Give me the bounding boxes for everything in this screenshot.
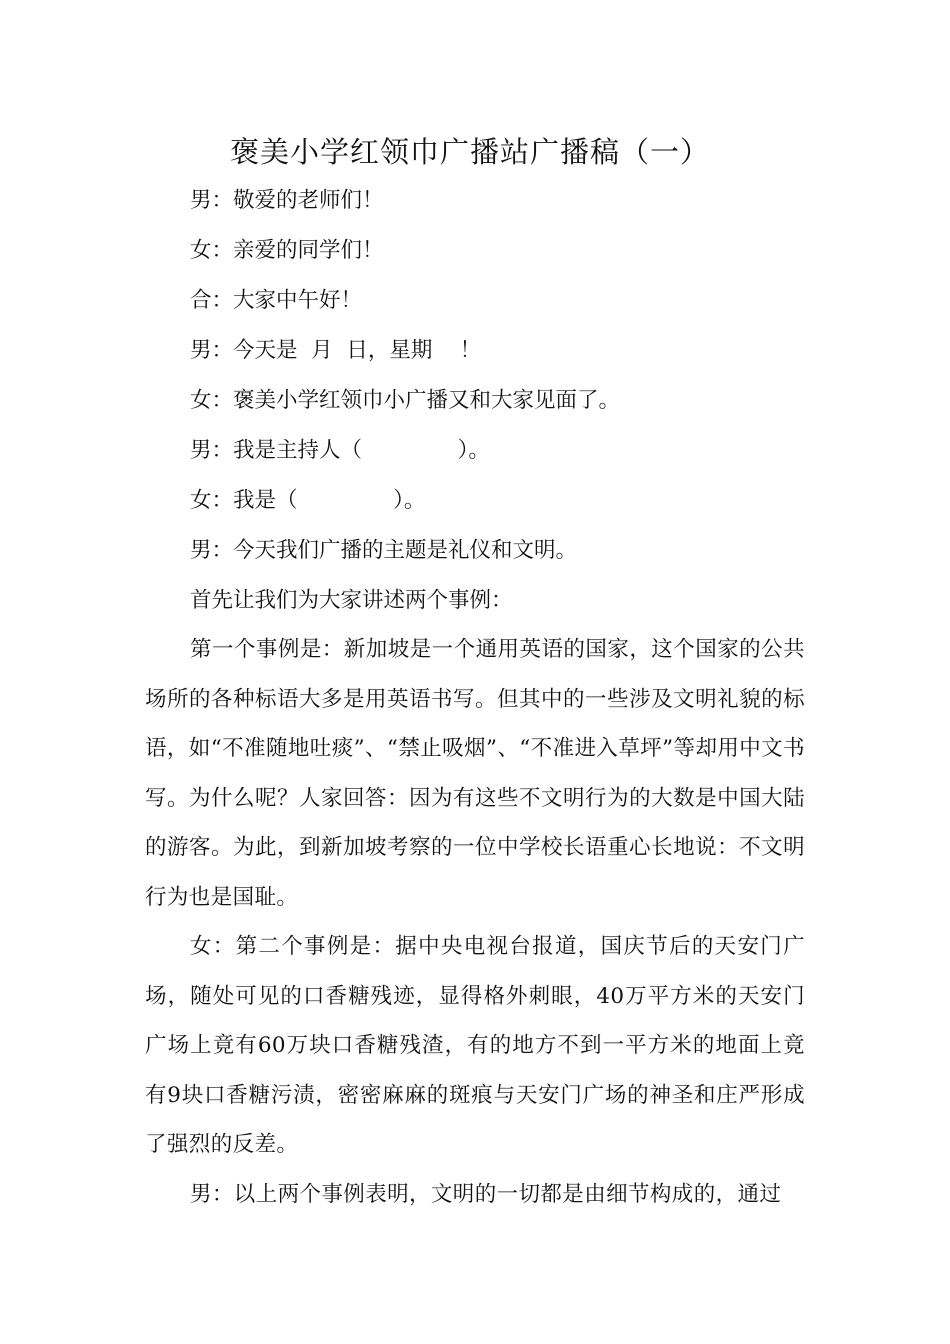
document-title: 褒美小学红领巾广播站广播稿（一）	[229, 135, 710, 169]
paragraph-conclusion: 男：以上两个事例表明，文明的一切都是由细节构成的，通过	[190, 1182, 782, 1207]
dialogue-line-host-female: 女：我是（ ）。	[190, 488, 426, 513]
dialogue-line-theme: 男：今天我们广播的主题是礼仪和文明。	[190, 538, 578, 563]
dialogue-line-host-male: 男：我是主持人（ ）。	[190, 438, 490, 463]
dialogue-line-together-greeting: 合：大家中午好！	[190, 288, 363, 313]
dialogue-line-intro: 首先让我们为大家讲述两个事例：	[190, 588, 513, 613]
dialogue-line-male-greeting: 男：敬爱的老师们！	[190, 188, 384, 213]
paragraph-second-example: 女：第二个事例是：据中央电视台报道，国庆节后的天安门广场，随处可见的口香糖残迹，显得格外刺眼，40万平方米的天安门广场上竟有60万块口香糖残渣，有的地方不到一平方米的地面上竟有9块口香糖污渍，密密麻麻的斑痕与天安门广场的神圣和庄严形成了强烈的反差。	[145, 934, 805, 1157]
dialogue-line-date: 男：今天是 月 日，星期 ！	[190, 338, 482, 363]
paragraph-first-example: 第一个事例是：新加坡是一个通用英语的国家，这个国家的公共场所的各种标语大多是用英语书写。但其中的一些涉及文明礼貌的标语，如“不准随地吐痰”、“禁止吸烟”、“不准进入草坪”等却用中文书写。为什么呢？人家回答：因为有这些不文明行为的大数是中国大陆的游客。为此，到新加坡考察的一位中学校长语重心长地说：不文明行为也是国耻。	[145, 637, 805, 910]
dialogue-line-welcome: 女：褒美小学红领巾小广播又和大家见面了。	[190, 388, 621, 413]
dialogue-line-female-greeting: 女：亲爱的同学们！	[190, 238, 384, 263]
